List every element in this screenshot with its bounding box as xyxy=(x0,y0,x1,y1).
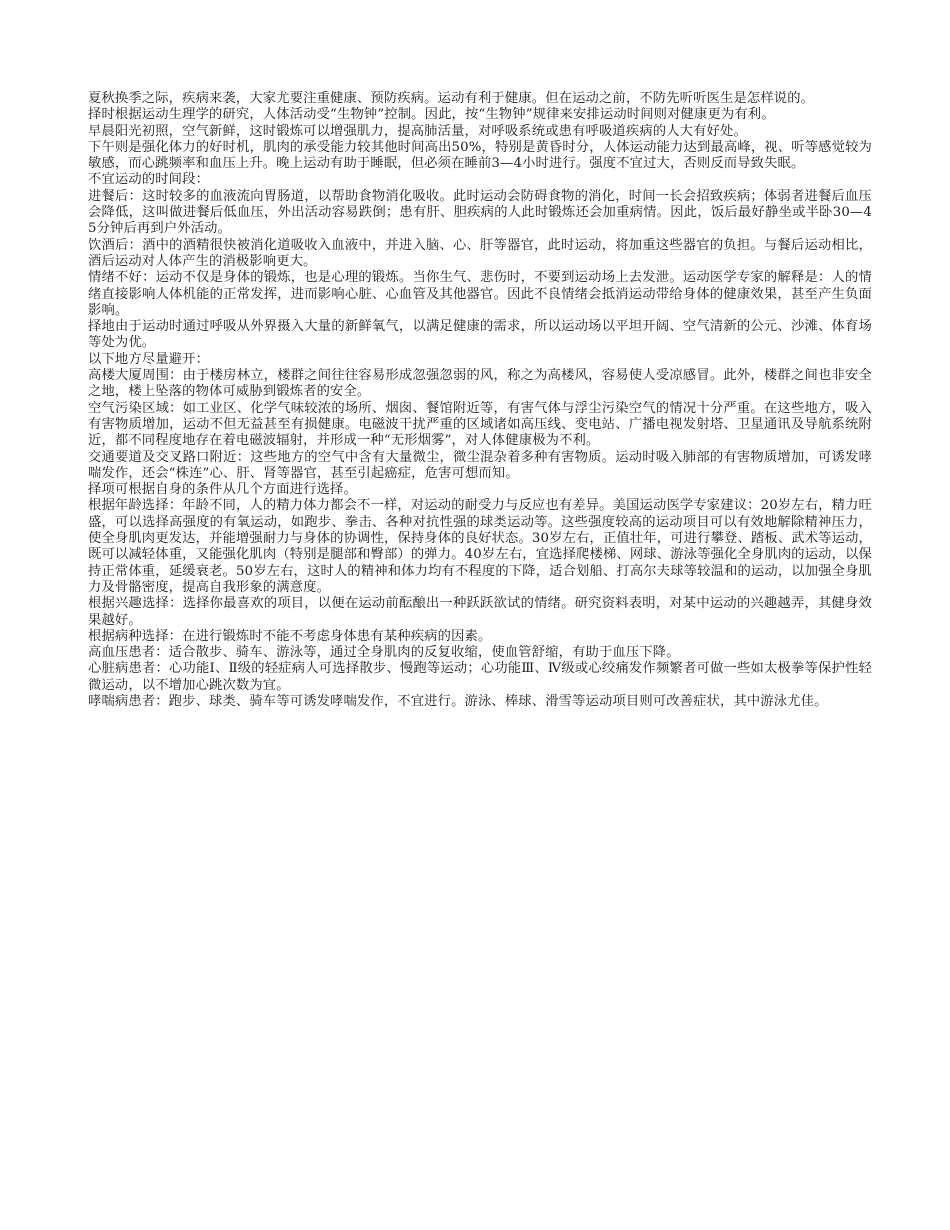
polluted-areas-paragraph: 空气污染区域：如工业区、化学气味较浓的场所、烟囱、餐馆附近等，有害气体与浮尘污染空气的情况十分严重。在这些地方，吸入有害物质增加，运动不但无益甚至有损健康。电磁波干扰严重的区域诸如高压线、变电站、广播电视发射塔、卫星通讯及导航系统附近，都不同程度地存在着电磁波辐射，并形成一种“无形烟雾”，对人体健康极为不利。 xyxy=(88,400,872,449)
traffic-roads-paragraph: 交通要道及交叉路口附近：这些地方的空气中含有大量微尘，微尘混杂着多种有害物质。运动时吸入肺部的有害物质增加，可诱发哮喘发作，还会“株连”心、肝、肾等器官，甚至引起癌症，危害可想而知。 xyxy=(88,449,872,481)
by-age-paragraph: 根据年龄选择：年龄不同，人的精力体力都会不一样，对运动的耐受力与反应也有差异。美国运动医学专家建议：20岁左右，精力旺盛，可以选择高强度的有氧运动，如跑步、拳击、各种对抗性强的球类运动等。这些强度较高的运动项目可以有效地解除精神压力，使全身肌肉更发达，并能增强耐力与身体的协调性，保持身体的良好状态。30岁左右，正值壮年，可进行攀登、踏板、武术等运动，既可以减轻体重，又能强化肌肉（特别是腿部和臀部）的弹力。40岁左右，宜选择爬楼梯、网球、游泳等强化全身肌肉的运动，以保持正常体重，延缓衰老。50岁左右，这时人的精神和体力均有不程度的下降，适合划船、打高尔夫球等较温和的运动，以加强全身肌力及骨骼密度，提高自我形象的满意度。 xyxy=(88,498,872,595)
high-buildings-paragraph: 高楼大厦周围：由于楼房林立，楼群之间往往容易形成忽强忽弱的风，称之为高楼风，容易使人受凉感冒。此外，楼群之间也非安全之地，楼上坠落的物体可威胁到锻炼者的安全。 xyxy=(88,368,872,400)
avoid-places-heading: 以下地方尽量避开： xyxy=(88,351,210,367)
afternoon-paragraph: 下午则是强化体力的好时机，肌肉的承受能力较其他时间高出50%，特别是黄昏时分，人体运动能力达到最高峰，视、听等感觉较为敏感，而心跳频率和血压上升。晚上运动有助于睡眠，但必须在睡前3—4小时进行。强度不宜过大，否则反而导致失眠。 xyxy=(88,139,872,172)
after-meal-paragraph: 进餐后：这时较多的血液流向胃肠道，以帮助食物消化吸收。此时运动会防碍食物的消化，时间一长会招致疾病；体弱者进餐后血压会降低，这叫做进餐后低血压，外出活动容易跌倒；患有肝、胆疾病的人此时锻炼还会加重病情。因此，饭后最好静坐或半卧30—45分钟后再到户外活动。 xyxy=(88,188,872,237)
heart-disease-paragraph: 心脏病患者：心功能Ⅰ、Ⅱ级的轻症病人可选择散步、慢跑等运动；心功能Ⅲ、Ⅳ级或心绞痛发作频繁者可做一些如太极拳等保护性轻微运动，以不增加心跳次数为宜。 xyxy=(88,661,872,693)
bad-mood-paragraph: 情绪不好：运动不仅是身体的锻炼，也是心理的锻炼。当你生气、悲伤时，不要到运动场上去发泄。运动医学专家的解释是：人的情绪直接影响人体机能的正常发挥，进而影响心脏、心血管及其他器官。因此不良情绪会抵消运动带给身体的健康效果，甚至产生负面影响。 xyxy=(88,270,872,318)
document-body xyxy=(88,91,872,710)
unsuitable-time-heading: 不宜运动的时间段： xyxy=(88,172,210,188)
by-interest-paragraph: 根据兴趣选择：选择你最喜欢的项目，以便在运动前酝酿出一种跃跃欲试的情绪。研究资料表明，对某中运动的兴趣越弄，其健身效果越好。 xyxy=(88,596,872,628)
choose-item-paragraph: 择项可根据自身的条件从几个方面进行选择。 xyxy=(88,482,357,498)
asthma-paragraph: 哮喘病患者：跑步、球类、骑车等可诱发哮喘发作，不宜进行。游泳、棒球、滑雪等运动项目则可改善症状，其中游泳尤佳。 xyxy=(88,693,828,709)
by-disease-paragraph: 根据病种选择：在进行锻炼时不能不考虑身体患有某种疾病的因素。 xyxy=(88,628,492,644)
choose-place-paragraph: 择地由于运动时通过呼吸从外界摄入大量的新鲜氧气，以满足健康的需求，所以运动场以平坦开阔、空气清新的公元、沙滩、体育场等处为优。 xyxy=(88,319,872,351)
choose-time-paragraph: 择时根据运动生理学的研究，人体活动受“生物钟”控制。因此，按“生物钟”规律来安排运动时间则对健康更为有利。 xyxy=(88,107,775,123)
intro-paragraph: 夏秋换季之际，疾病来袭，大家尤要注重健康、预防疾病。运动有利于健康。但在运动之前，不防先听听医生是怎样说的。 xyxy=(88,91,815,106)
hypertension-paragraph: 高血压患者：适合散步、骑车、游泳等，通过全身肌肉的反复收缩，使血管舒缩，有助于血压下降。 xyxy=(88,645,680,661)
after-drinking-paragraph: 饮酒后：酒中的酒精很快被消化道吸收入血液中，并进入脑、心、肝等器官，此时运动，将加重这些器官的负担。与餐后运动相比，酒后运动对人体产生的消极影响更大。 xyxy=(88,237,872,269)
morning-paragraph: 早晨阳光初照，空气新鲜，这时锻炼可以增强肌力，提高肺活量，对呼吸系统或患有呼吸道疾病的人大有好处。 xyxy=(88,123,747,139)
